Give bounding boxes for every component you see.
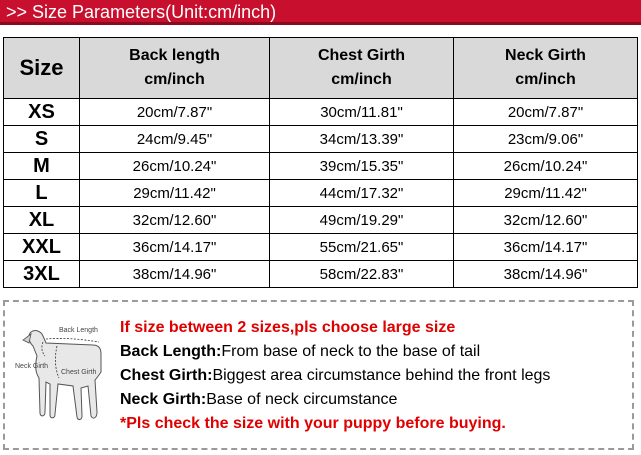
table-row	[4, 126, 638, 153]
chest-girth-cell: 58cm/22.83"	[270, 261, 454, 288]
size-cell: 3XL	[4, 261, 80, 288]
back-length-cell: 36cm/14.17"	[80, 234, 270, 261]
header-neck-girth: Neck Girth cm/inch	[454, 38, 638, 99]
size-cell: XS	[4, 99, 80, 126]
table-row	[4, 153, 638, 180]
table-row	[4, 207, 638, 234]
neck-girth-cell: 29cm/11.42"	[454, 180, 638, 207]
chest-girth-cell: 44cm/17.32"	[270, 180, 454, 207]
size-tip: If size between 2 sizes,pls choose large size	[120, 319, 456, 336]
diagram-chest-label: Chest Girth	[61, 369, 97, 376]
neck-girth-term: Neck Girth:	[120, 391, 207, 408]
back-length-line	[46, 338, 99, 342]
back-length-desc: From base of neck to the base of tail	[221, 343, 481, 360]
table-row	[4, 180, 638, 207]
diagram-neck-label: Neck Girth	[15, 363, 49, 370]
neck-girth-cell: 32cm/12.60"	[454, 207, 638, 234]
back-length-note	[120, 340, 630, 364]
chest-girth-term: Chest Girth:	[120, 367, 213, 384]
back-length-term: Back Length:	[120, 343, 222, 360]
size-cell: XL	[4, 207, 80, 234]
chest-girth-note	[120, 364, 630, 388]
size-cell: S	[4, 126, 80, 153]
chest-girth-cell: 34cm/13.39"	[270, 126, 454, 153]
neck-girth-cell: 38cm/14.96"	[454, 261, 638, 288]
neck-girth-note	[120, 388, 630, 412]
neck-girth-desc: Base of neck circumstance	[206, 391, 398, 408]
header-back-length: Back length cm/inch	[80, 38, 270, 99]
size-cell: M	[4, 153, 80, 180]
table-row	[4, 234, 638, 261]
size-table	[3, 37, 638, 288]
size-cell: L	[4, 180, 80, 207]
chest-girth-cell: 30cm/11.81"	[270, 99, 454, 126]
page-header	[0, 0, 641, 25]
back-length-cell: 26cm/10.24"	[80, 153, 270, 180]
neck-girth-cell: 36cm/14.17"	[454, 234, 638, 261]
diagram-back-label: Back Length	[59, 327, 98, 334]
neck-girth-cell: 23cm/9.06"	[454, 126, 638, 153]
table-header-row	[4, 38, 638, 99]
header-size: Size	[4, 38, 80, 99]
chest-girth-cell: 39cm/15.35"	[270, 153, 454, 180]
back-length-cell: 29cm/11.42"	[80, 180, 270, 207]
back-length-cell: 20cm/7.87"	[80, 99, 270, 126]
header-title: >> Size Parameters(Unit:cm/inch)	[6, 2, 277, 22]
size-warning: *Pls check the size with your puppy before buying.	[120, 415, 506, 432]
chest-girth-desc: Biggest area circumstance behind the front legs	[212, 367, 551, 384]
chest-girth-cell: 49cm/19.29"	[270, 207, 454, 234]
size-notes-box	[3, 300, 634, 450]
back-length-cell: 32cm/12.60"	[80, 207, 270, 234]
size-notes	[120, 316, 630, 436]
size-cell: XXL	[4, 234, 80, 261]
neck-girth-cell: 26cm/10.24"	[454, 153, 638, 180]
back-length-cell: 24cm/9.45"	[80, 126, 270, 153]
dog-measurement-diagram	[13, 312, 113, 444]
neck-girth-cell: 20cm/7.87"	[454, 99, 638, 126]
chest-girth-cell: 55cm/21.65"	[270, 234, 454, 261]
header-chest-girth: Chest Girth cm/inch	[270, 38, 454, 99]
table-row	[4, 99, 638, 126]
back-length-cell: 38cm/14.96"	[80, 261, 270, 288]
table-row	[4, 261, 638, 288]
